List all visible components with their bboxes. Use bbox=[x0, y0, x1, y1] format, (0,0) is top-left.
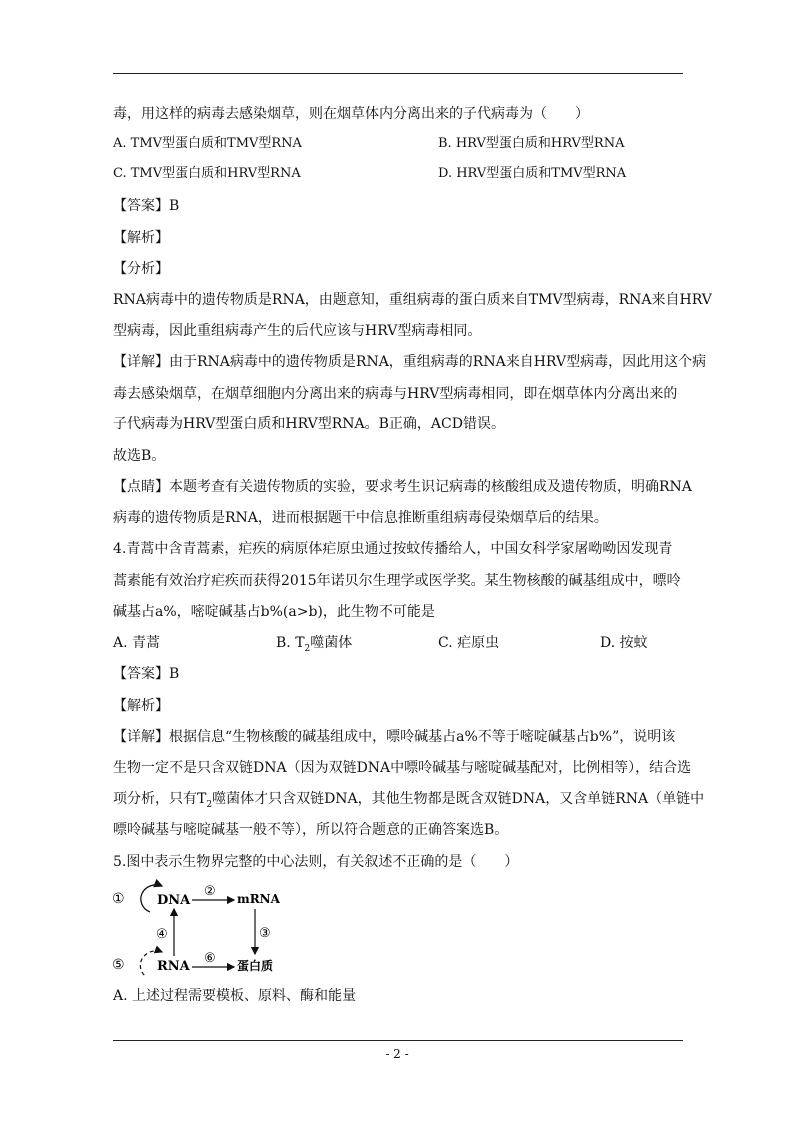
q3-detail-line-2: 毒去感染烟草，在烟草细胞内分离出来的病毒与HRV型病毒相同，即在烟草体内分离出来的 bbox=[113, 386, 678, 402]
q3-comment-line-1: 【点睛】本题考查有关遗传物质的实验，要求考生识记病毒的核酸组成及遗传物质，明确RNA bbox=[113, 479, 692, 495]
diagram-protein: 蛋白质 bbox=[237, 959, 274, 973]
q3-option-d: D. HRV型蛋白质和TMV型RNA bbox=[438, 166, 627, 181]
diagram-num-4: ④ bbox=[156, 927, 168, 942]
q4-analysis-label: 【解析】 bbox=[113, 698, 169, 714]
q4-detail-line-4: 嘌呤碱基与嘧啶碱基一般不等），所以符合题意的正确答案选B。 bbox=[113, 822, 509, 838]
diagram-num-1: ① bbox=[112, 891, 125, 907]
q3-option-b: B. HRV型蛋白质和HRV型RNA bbox=[438, 136, 625, 151]
q4-option-b-suffix: 噬菌体 bbox=[310, 635, 353, 651]
q3-analysis-label: 【解析】 bbox=[113, 230, 169, 246]
q4-detail-line-2: 生物一定不是只含双链DNA（因为双链DNA中嘌呤碱基与嘧啶碱基配对，比例相等），结合选 bbox=[113, 760, 692, 776]
diagram-num-3: ③ bbox=[259, 926, 271, 941]
q4-answer: 【答案】B bbox=[113, 666, 180, 682]
q3-fenxi-line-2: 型病毒，因此重组病毒产生的后代应该与HRV型病毒相同。 bbox=[113, 323, 482, 339]
q4-option-d: D. 按蚊 bbox=[600, 635, 648, 651]
q4-option-a: A. 青蒿 bbox=[113, 635, 161, 651]
q4-detail-line-3 bbox=[113, 789, 704, 815]
q3-choose: 故选B。 bbox=[113, 448, 166, 464]
header-rule bbox=[113, 73, 683, 74]
q4-detail-line-3-sub: 2 bbox=[206, 799, 213, 810]
q4-option-b bbox=[276, 633, 352, 659]
footer-rule bbox=[113, 1040, 683, 1041]
q4-stem-line-2: 蒿素能有效治疗疟疾而获得2015年诺贝尔生理学或医学奖。某生物核酸的碱基组成中，嘌呤 bbox=[113, 573, 681, 589]
q5-stem: 5.图中表示生物界完整的中心法则，有关叙述不正确的是（ ） bbox=[113, 854, 519, 870]
q3-detail-line-1: 【详解】由于RNA病毒中的遗传物质是RNA，重组病毒的RNA来自HRV型病毒，因此用这个病 bbox=[113, 354, 707, 370]
diagram-mrna: mRNA bbox=[237, 892, 280, 906]
q3-stem-end: 毒，用这样的病毒去感染烟草，则在烟草体内分离出来的子代病毒为（ ） bbox=[113, 106, 589, 122]
q3-answer: 【答案】B bbox=[113, 198, 180, 214]
diagram-num-5: ⑤ bbox=[112, 957, 125, 973]
q3-comment-line-2: 病毒的遗传物质是RNA，进而根据题干中信息推断重组病毒侵染烟草后的结果。 bbox=[113, 510, 608, 526]
q3-option-c: C. TMV型蛋白质和HRV型RNA bbox=[113, 166, 301, 181]
diagram-num-6: ⑥ bbox=[204, 951, 216, 966]
q5-option-a: A. 上述过程需要模板、原料、酶和能量 bbox=[113, 988, 357, 1004]
diagram-dna: DNA bbox=[157, 893, 191, 908]
q4-option-b-prefix: B. T bbox=[276, 635, 305, 651]
q4-stem-line-3: 碱基占a%，嘧啶碱基占b%(a>b)，此生物不可能是 bbox=[113, 604, 435, 620]
central-dogma-diagram bbox=[110, 876, 290, 976]
q4-detail-line-1: 【详解】根据信息“生物核酸的碱基组成中，嘌呤碱基占a%不等于嘧啶碱基占b%”，说明该 bbox=[113, 729, 676, 745]
q4-detail-line-3-prefix: 项分析，只有T bbox=[113, 791, 207, 807]
q4-stem-line-1: 4.青蒿中含青蒿素，疟疾的病原体疟原虫通过按蚊传播给人，中国女科学家屠呦呦因发现青 bbox=[113, 541, 673, 557]
q4-option-c: C. 疟原虫 bbox=[438, 635, 500, 651]
diagram-rna: RNA bbox=[157, 959, 190, 974]
page-number: - 2 - bbox=[385, 1047, 409, 1061]
q3-detail-line-3: 子代病毒为HRV型蛋白质和HRV型RNA。B正确，ACD错误。 bbox=[113, 416, 505, 432]
q3-option-a: A. TMV型蛋白质和TMV型RNA bbox=[113, 136, 302, 151]
q3-fenxi-line-1: RNA病毒中的遗传物质是RNA，由题意知，重组病毒的蛋白质来自TMV型病毒，RNA来自HRV bbox=[113, 292, 712, 308]
q4-option-b-sub: 2 bbox=[304, 643, 311, 654]
diagram-num-2: ② bbox=[204, 884, 216, 899]
q4-detail-line-3-suffix: 噬菌体才只含双链DNA，其他生物都是既含双链DNA，又含单链RNA（单链中 bbox=[212, 791, 705, 807]
q3-fenxi-label: 【分析】 bbox=[113, 261, 169, 277]
